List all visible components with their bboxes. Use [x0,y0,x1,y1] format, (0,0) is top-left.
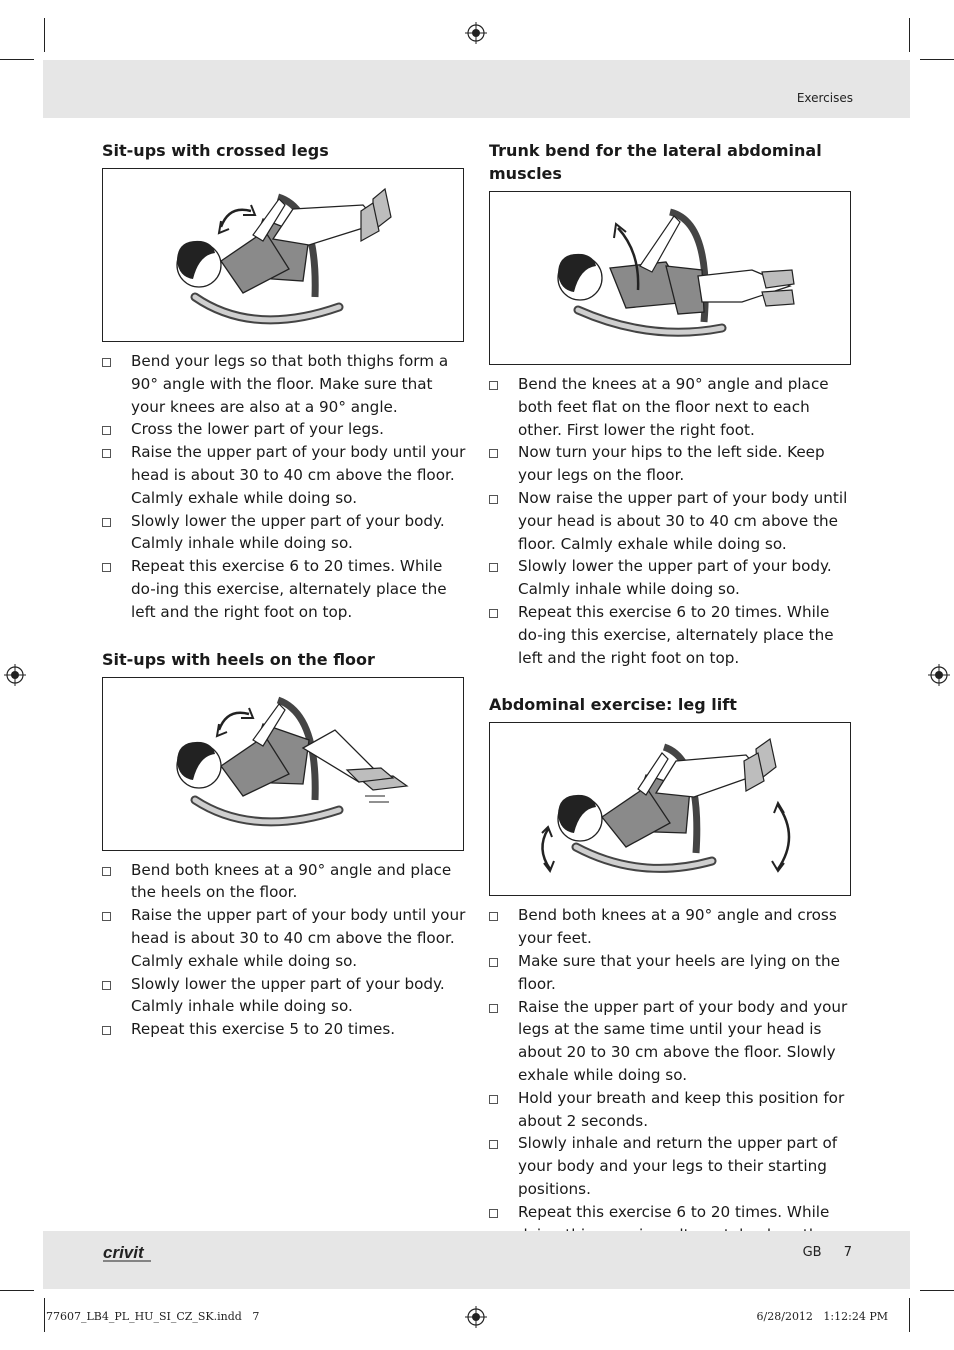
list-item-text: Raise the upper part of your body until your head is about 30 to 40 cm above the floor. Calmly exhale while doing so. [131,443,466,507]
print-timestamp: 6/28/2012 1:12:24 PM [756,1310,888,1323]
list-item-text: Repeat this exercise 6 to 20 times. While [518,1202,830,1221]
checkbox-bullet-icon [489,1095,498,1104]
list-item [102,441,466,509]
page-number: 7 [843,1245,852,1260]
list-item-text: Slowly lower the upper part of your body. Calmly inhale while doing so. [131,511,445,553]
checkbox-bullet-icon [102,981,111,990]
list-item [102,418,466,441]
situp-crossed-legs-figure [103,169,463,341]
checkbox-bullet-icon [102,449,111,458]
crop-mark [909,18,910,52]
exercise-section [102,648,466,1041]
list-item-text: Cross the lower part of your legs. [131,420,384,439]
list-item [102,350,466,418]
list-item [489,441,853,487]
header-band [43,60,910,118]
list-item [489,1087,853,1133]
registration-mark-icon [465,22,487,44]
list-item [102,973,466,1019]
trunk-bend-figure [490,192,850,364]
checkbox-bullet-icon [102,358,111,367]
crop-mark [920,1290,954,1291]
crop-mark [920,59,954,60]
checkbox-bullet-icon [489,1209,498,1218]
checkbox-bullet-icon [489,958,498,967]
list-item-text: Raise the upper part of your body and your legs at the same time until your head is about 20 to 30 cm above the floor. Slowly exhale while doing so. [518,997,848,1084]
registration-mark-icon [465,1306,487,1328]
list-item [489,373,853,441]
situp-heels-floor-figure [103,678,463,850]
list-item [489,555,853,601]
checkbox-bullet-icon [102,563,111,572]
checkbox-bullet-icon [489,381,498,390]
list-item [102,1018,466,1041]
list-item-text: Slowly inhale and return the upper part of your body and your legs to their starting positions. [518,1134,838,1198]
list-item-text: Bend your legs so that both thighs form a 90° angle with the floor. Make sure that your knees are also at a 90° angle. [131,352,449,416]
section-title: Sit-ups with crossed legs [102,141,329,160]
checkbox-bullet-icon [102,426,111,435]
exercise-section [489,139,853,669]
exercise-section [489,693,853,1269]
list-item [489,950,853,996]
list-item-text: Bend both knees at a 90° angle and place the heels on the floor. [131,860,452,902]
footer-band [43,1231,910,1289]
leg-lift-figure [490,723,850,895]
list-item-text: Slowly lower the upper part of your body. Calmly inhale while doing so. [518,557,832,599]
left-column [102,139,466,1041]
checkbox-bullet-icon [489,609,498,618]
checkbox-bullet-icon [489,1004,498,1013]
instruction-list [102,859,466,1041]
checkbox-bullet-icon [102,1026,111,1035]
list-item-text: Make sure that your heels are lying on the floor. [518,951,840,993]
checkbox-bullet-icon [489,495,498,504]
exercise-section [102,139,466,624]
instruction-list [489,904,853,1269]
list-item [489,601,853,669]
section-title: Sit-ups with heels on the floor [102,649,375,669]
list-item-text: Now raise the upper part of your body until your head is about 30 to 40 cm above the floor. Calmly exhale while doing so. [518,488,848,553]
list-item [489,487,853,555]
list-item [102,904,466,972]
right-column [489,139,853,1269]
registration-mark-icon [4,664,26,686]
list-item-text: Repeat this exercise 5 to 20 times. [131,1020,396,1039]
checkbox-bullet-icon [489,449,498,458]
exercise-illustration [489,191,851,365]
crivit-logo [101,1241,161,1265]
list-item [102,859,466,905]
registration-mark-icon [928,664,950,686]
list-item-text: Now turn your hips to the left side. Keep your legs on the floor. [518,443,825,485]
exercise-illustration [102,168,464,342]
list-item-text: Bend the knees at a 90° angle and place both feet flat on the floor next to each other. First lower the right foot. [518,375,829,439]
list-item [489,996,853,1087]
list-item [102,555,466,623]
crop-mark [44,18,45,52]
svg-text:crivit: crivit [103,1243,144,1262]
list-item [489,904,853,950]
list-item-text: Raise the upper part of your body until your head is about 30 to 40 cm above the floor. Calmly exhale while doing so. [131,906,466,970]
crop-mark [0,59,34,60]
list-item-text: Repeat this exercise 6 to 20 times. While do-ing this exercise, alternately place the left and the right foot on top. [131,557,447,621]
list-item-text: Slowly lower the upper part of your body. Calmly inhale while doing so. [131,974,445,1016]
crop-mark [909,1298,910,1332]
section-title: Trunk bend for the lateral abdominal muscles [489,141,822,183]
crop-mark [44,1298,45,1332]
list-item-text: Hold your breath and keep this position for about 2 seconds. [518,1088,845,1130]
checkbox-bullet-icon [102,912,111,921]
checkbox-bullet-icon [102,518,111,527]
exercise-illustration [102,677,464,851]
language-code: GB [802,1245,822,1260]
print-file-name: 77607_LB4_PL_HU_SI_CZ_SK.indd 7 [46,1310,260,1323]
list-item [102,510,466,556]
section-title: Abdominal exercise: leg lift [489,695,737,715]
page-label [803,1245,852,1260]
instruction-list [489,373,853,669]
section-label: Exercises [796,91,853,105]
instruction-list [102,350,466,624]
list-item-text: Bend both knees at a 90° angle and cross your feet. [518,906,837,948]
list-item-text: Repeat this exercise 6 to 20 times. While do-ing this exercise, alternately place the left and the right foot on top. [518,602,834,667]
checkbox-bullet-icon [489,563,498,572]
exercise-illustration [489,722,851,896]
checkbox-bullet-icon [489,1140,498,1149]
checkbox-bullet-icon [489,912,498,921]
crop-mark [0,1290,34,1291]
list-item [489,1132,853,1200]
checkbox-bullet-icon [102,867,111,876]
